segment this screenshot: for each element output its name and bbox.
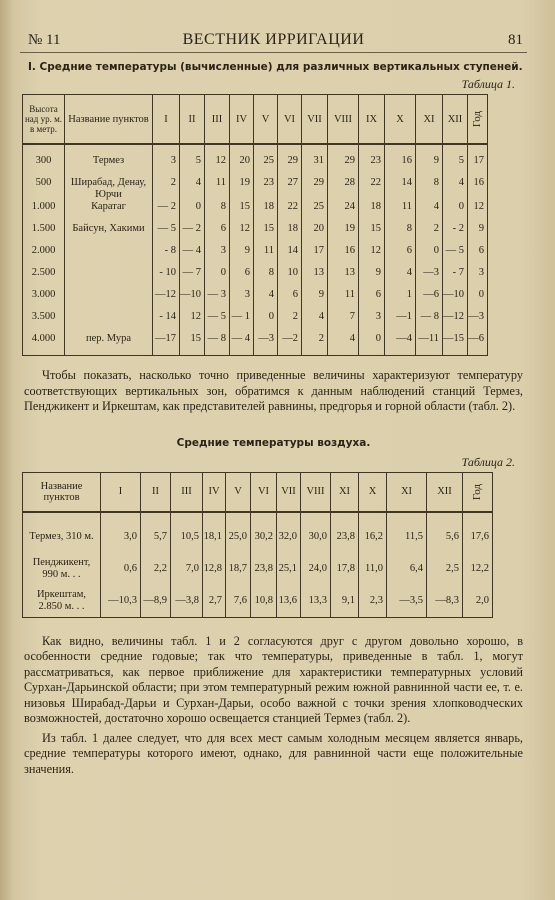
table1-value-cell: 12 <box>180 311 205 333</box>
table1-value-cell: 8 <box>416 177 443 201</box>
table2-value-cell: 13,6 <box>277 585 301 618</box>
table2-value-cell: 10,8 <box>251 585 277 618</box>
table2-value-cell: 11,0 <box>359 553 387 585</box>
table2-value-cell: 2,5 <box>427 553 463 585</box>
table1-value-cell: 16 <box>385 144 416 177</box>
table2-value-cell: 13,3 <box>301 585 331 618</box>
table1-value-cell: 7 <box>328 311 359 333</box>
table2-value-cell: 12,8 <box>203 553 226 585</box>
table1-height-cell: 2.500 <box>23 267 65 289</box>
table2-value-cell: —3,5 <box>387 585 427 618</box>
table2-value-cell: 0,6 <box>101 553 141 585</box>
table1-col-year <box>468 95 488 145</box>
table-row <box>23 245 488 267</box>
table2-value-cell: 23,8 <box>251 553 277 585</box>
table2-col-month: XI <box>387 472 427 512</box>
table2-value-cell: 18,1 <box>203 512 226 553</box>
table1-value-cell: 3 <box>359 311 385 333</box>
table-row <box>23 585 493 618</box>
table1-value-cell: — 4 <box>180 245 205 267</box>
table1-col-month: I <box>153 95 180 145</box>
table1-value-cell: 15 <box>359 223 385 245</box>
table1-value-cell: —10 <box>443 289 468 311</box>
table1-value-cell: 18 <box>359 201 385 223</box>
table1-name-cell: Ширабад, Денау, Юрчи <box>65 177 153 201</box>
table1-name-cell: пер. Мура <box>65 333 153 356</box>
table1-value-cell: 0 <box>443 201 468 223</box>
table1-value-cell: 3 <box>468 267 488 289</box>
table1-col-month: VI <box>278 95 302 145</box>
table1-value-cell: - 7 <box>443 267 468 289</box>
table1-value-cell: — 2 <box>153 201 180 223</box>
table1-value-cell: 14 <box>278 245 302 267</box>
table2-value-cell: 10,5 <box>171 512 203 553</box>
table1-value-cell: 27 <box>278 177 302 201</box>
table2-col-month: IV <box>203 472 226 512</box>
table1-value-cell: 23 <box>254 177 278 201</box>
table1-value-cell: —10 <box>180 289 205 311</box>
table1-height-cell: 3.500 <box>23 311 65 333</box>
table1-col-month: IX <box>359 95 385 145</box>
table1-height-cell: 3.000 <box>23 289 65 311</box>
table2-value-cell: 5,6 <box>427 512 463 553</box>
table1-value-cell: 18 <box>254 201 278 223</box>
table2-col-name: Название пунктов <box>23 472 101 512</box>
table1-col-month: V <box>254 95 278 145</box>
table1-col-month: XI <box>416 95 443 145</box>
table-row <box>23 333 488 356</box>
table2-value-cell: 17,6 <box>463 512 493 553</box>
table1-value-cell: 4 <box>302 311 328 333</box>
table1-value-cell: 22 <box>278 201 302 223</box>
table1-height-cell: 1.500 <box>23 223 65 245</box>
table1-name-cell: Термез <box>65 144 153 177</box>
table1-value-cell: 2 <box>278 311 302 333</box>
table1-value-cell: 28 <box>328 177 359 201</box>
paragraph-2: Как видно, величины табл. 1 и 2 согласуются друг с другом довольно хорошо, в особенности средние годовые; так что температуры, приведенные в табл. 1, могут рассматриваться, как первое приближение для характеристики температурных условий Сурхан-Дарьинской области; при этом температурный режим южной равнинной части ее, т. е. низовья Ширабад-Дарьи и Сурхан-Дарьи, особо важной с точки зрения хлопководческих возможностей, достаточно хорошо освещается станцией Термез (табл. 2). <box>24 633 523 725</box>
table2-value-cell: —8,9 <box>141 585 171 618</box>
table1-col-month: II <box>180 95 205 145</box>
table1-height-cell: 1.000 <box>23 201 65 223</box>
table1-value-cell: 12 <box>359 245 385 267</box>
table1-title: I. Средние температуры (вычисленные) для различных вертикальных ступеней. <box>28 61 523 73</box>
table2-value-cell: 3,0 <box>101 512 141 553</box>
table2-value-cell: 9,1 <box>331 585 359 618</box>
table2-col-month: X <box>359 472 387 512</box>
table1-value-cell: —1 <box>385 311 416 333</box>
table1-value-cell: — 8 <box>416 311 443 333</box>
table2-value-cell: 30,0 <box>301 512 331 553</box>
page-number: 81 <box>508 32 523 48</box>
table2-value-cell: 2,7 <box>203 585 226 618</box>
table1-value-cell: — 5 <box>205 311 230 333</box>
table1-value-cell: 19 <box>230 177 254 201</box>
table1-value-cell: - 2 <box>443 223 468 245</box>
table1-height-cell: 4.000 <box>23 333 65 356</box>
table1-col-name: Название пунктов <box>65 95 153 145</box>
table1-value-cell: —12 <box>443 311 468 333</box>
table1-value-cell: 0 <box>254 311 278 333</box>
table1-value-cell: —17 <box>153 333 180 356</box>
table1-value-cell: — 8 <box>205 333 230 356</box>
table1-value-cell: 2 <box>416 223 443 245</box>
table1-value-cell: 15 <box>254 223 278 245</box>
table1-value-cell: 0 <box>416 245 443 267</box>
table1-value-cell: 11 <box>328 289 359 311</box>
table1-value-cell: 6 <box>230 267 254 289</box>
table1-col-month: VII <box>302 95 328 145</box>
table1-value-cell: —3 <box>416 267 443 289</box>
table1-value-cell: — 5 <box>443 245 468 267</box>
table2-value-cell: 2,0 <box>463 585 493 618</box>
table1-value-cell: 25 <box>302 201 328 223</box>
table2 <box>22 472 493 618</box>
table1-value-cell: 6 <box>468 245 488 267</box>
table1-value-cell: - 10 <box>153 267 180 289</box>
issue-number: № 11 <box>28 32 61 48</box>
table1-value-cell: 12 <box>468 201 488 223</box>
table1-value-cell: 4 <box>443 177 468 201</box>
table2-col-month: XI <box>331 472 359 512</box>
table2-value-cell: —8,3 <box>427 585 463 618</box>
table1-value-cell: —3 <box>468 311 488 333</box>
table1-value-cell: 12 <box>230 223 254 245</box>
table1-value-cell: 5 <box>443 144 468 177</box>
table-row <box>23 512 493 553</box>
table1-value-cell: 20 <box>302 223 328 245</box>
table-row <box>23 177 488 201</box>
table2-value-cell: 24,0 <box>301 553 331 585</box>
table1-value-cell: 20 <box>230 144 254 177</box>
table2-value-cell: 30,2 <box>251 512 277 553</box>
table1-height-cell: 2.000 <box>23 245 65 267</box>
paragraph-1: Чтобы показать, насколько точно приведенные величины характеризуют температуру соответствующих вертикальных зон, обратимся к данным наблюдений станций Термез, Пенджикент и Иркештам, как представителей равнины, предгорья и горной области (табл. 2). <box>24 368 523 413</box>
table1-col-month: XII <box>443 95 468 145</box>
table2-col-month: VII <box>277 472 301 512</box>
table2-col-year <box>463 472 493 512</box>
table1-value-cell: 1 <box>385 289 416 311</box>
table2-value-cell: 12,2 <box>463 553 493 585</box>
journal-title: ВЕСТНИК ИРРИГАЦИИ <box>182 31 365 48</box>
table1-height-cell: 300 <box>23 144 65 177</box>
table1-value-cell: 0 <box>205 267 230 289</box>
table1-value-cell: 6 <box>205 223 230 245</box>
table2-col-month: II <box>141 472 171 512</box>
table1-col-year-label: Год <box>471 110 484 128</box>
table1-value-cell: — 3 <box>205 289 230 311</box>
table2-value-cell: 7,6 <box>226 585 251 618</box>
table1-value-cell: 17 <box>302 245 328 267</box>
table2-value-cell: 32,0 <box>277 512 301 553</box>
table1-col-month: IV <box>230 95 254 145</box>
table1-value-cell: 4 <box>254 289 278 311</box>
table1-label: Таблица 1. <box>461 77 515 91</box>
table1-value-cell: —4 <box>385 333 416 356</box>
table1-value-cell: —15 <box>443 333 468 356</box>
table1-value-cell: 11 <box>385 201 416 223</box>
table1-value-cell: 29 <box>328 144 359 177</box>
table1-col-month: III <box>205 95 230 145</box>
table2-value-cell: 25,0 <box>226 512 251 553</box>
table-row <box>23 223 488 245</box>
table1-value-cell: 6 <box>359 289 385 311</box>
table-row <box>23 144 488 177</box>
table1 <box>22 94 488 356</box>
table1-value-cell: 14 <box>385 177 416 201</box>
table2-value-cell: 5,7 <box>141 512 171 553</box>
table1-value-cell: — 7 <box>180 267 205 289</box>
table1-value-cell: 9 <box>302 289 328 311</box>
table1-value-cell: 23 <box>359 144 385 177</box>
table1-value-cell: —6 <box>468 333 488 356</box>
table1-value-cell: 2 <box>302 333 328 356</box>
table1-value-cell: —11 <box>416 333 443 356</box>
table1-value-cell: 8 <box>205 201 230 223</box>
table2-col-month: VIII <box>301 472 331 512</box>
table1-value-cell: 9 <box>230 245 254 267</box>
table2-label: Таблица 2. <box>461 454 515 469</box>
table1-name-cell: Байсун, Хакими <box>65 223 153 245</box>
table1-value-cell: —2 <box>278 333 302 356</box>
table2-value-cell: 7,0 <box>171 553 203 585</box>
table1-value-cell: - 14 <box>153 311 180 333</box>
table2-name-cell: Иркештам, 2.850 м. . . <box>23 585 101 618</box>
table2-value-cell: 11,5 <box>387 512 427 553</box>
table1-value-cell: 22 <box>359 177 385 201</box>
table2-value-cell: 2,2 <box>141 553 171 585</box>
table2-col-year-label: Год <box>471 483 484 500</box>
table1-value-cell: 13 <box>328 267 359 289</box>
table-row <box>23 289 488 311</box>
table2-name-cell: Пенджикент, 990 м. . . <box>23 553 101 585</box>
table1-value-cell: 4 <box>385 267 416 289</box>
table1-value-cell: 9 <box>468 223 488 245</box>
table1-value-cell: 8 <box>254 267 278 289</box>
table2-col-month: I <box>101 472 141 512</box>
table1-value-cell: —12 <box>153 289 180 311</box>
table1-value-cell: 3 <box>153 144 180 177</box>
paragraph-3: Из табл. 1 далее следует, что для всех мест самым холодным месяцем является январь, средние температуры которого имеют, однако, для равнинной части еще положительные значения. <box>24 730 523 776</box>
table1-value-cell: 0 <box>180 201 205 223</box>
table1-col-height: Высота над ур. м. в метр. <box>23 95 65 145</box>
table1-col-month: VIII <box>328 95 359 145</box>
table1-value-cell: 16 <box>468 177 488 201</box>
table2-name-cell: Термез, 310 м. <box>23 512 101 553</box>
table1-name-cell <box>65 311 153 333</box>
table1-value-cell: 6 <box>385 245 416 267</box>
table1-value-cell: 15 <box>230 201 254 223</box>
table2-value-cell: 18,7 <box>226 553 251 585</box>
table2-col-month: VI <box>251 472 277 512</box>
table1-value-cell: 3 <box>205 245 230 267</box>
table1-value-cell: 9 <box>416 144 443 177</box>
table2-value-cell: 2,3 <box>359 585 387 618</box>
table1-col-month: X <box>385 95 416 145</box>
table1-value-cell: 24 <box>328 201 359 223</box>
table1-value-cell: 10 <box>278 267 302 289</box>
table1-value-cell: — 5 <box>153 223 180 245</box>
table2-col-month: III <box>171 472 203 512</box>
table-row <box>23 201 488 223</box>
table1-height-cell: 500 <box>23 177 65 201</box>
table1-value-cell: 9 <box>359 267 385 289</box>
table1-value-cell: 11 <box>205 177 230 201</box>
table1-value-cell: 31 <box>302 144 328 177</box>
table1-value-cell: 19 <box>328 223 359 245</box>
page-header <box>20 30 527 53</box>
table2-col-month: V <box>226 472 251 512</box>
table2-header-row <box>23 472 493 512</box>
table1-value-cell: 17 <box>468 144 488 177</box>
table1-value-cell: 16 <box>328 245 359 267</box>
table1-header-row <box>23 95 488 145</box>
table-row <box>23 553 493 585</box>
table1-value-cell: 2 <box>153 177 180 201</box>
table1-value-cell: 5 <box>180 144 205 177</box>
table1-value-cell: 3 <box>230 289 254 311</box>
table2-value-cell: —10,3 <box>101 585 141 618</box>
table1-body <box>23 144 488 356</box>
table2-body <box>23 512 493 618</box>
table-row <box>23 267 488 289</box>
table1-value-cell: 0 <box>468 289 488 311</box>
table1-name-cell <box>65 289 153 311</box>
table2-value-cell: —3,8 <box>171 585 203 618</box>
table2-value-cell: 23,8 <box>331 512 359 553</box>
table-row <box>23 311 488 333</box>
table1-value-cell: 0 <box>359 333 385 356</box>
table1-value-cell: 4 <box>180 177 205 201</box>
table1-name-cell: Каратаг <box>65 201 153 223</box>
table2-col-month: XII <box>427 472 463 512</box>
table1-value-cell: — 4 <box>230 333 254 356</box>
table1-value-cell: 15 <box>180 333 205 356</box>
table2-value-cell: 16,2 <box>359 512 387 553</box>
table2-value-cell: 6,4 <box>387 553 427 585</box>
table1-value-cell: 12 <box>205 144 230 177</box>
table1-name-cell <box>65 267 153 289</box>
table1-value-cell: 29 <box>278 144 302 177</box>
table1-value-cell: 8 <box>385 223 416 245</box>
table1-value-cell: — 2 <box>180 223 205 245</box>
table1-value-cell: — 1 <box>230 311 254 333</box>
table1-value-cell: 4 <box>328 333 359 356</box>
table1-value-cell: 29 <box>302 177 328 201</box>
table1-value-cell: 11 <box>254 245 278 267</box>
table1-name-cell <box>65 245 153 267</box>
table1-value-cell: 25 <box>254 144 278 177</box>
table1-value-cell: 18 <box>278 223 302 245</box>
table1-value-cell: 6 <box>278 289 302 311</box>
table1-value-cell: 13 <box>302 267 328 289</box>
table1-value-cell: - 8 <box>153 245 180 267</box>
table2-value-cell: 17,8 <box>331 553 359 585</box>
table1-value-cell: —6 <box>416 289 443 311</box>
table2-title: Средние температуры воздуха. <box>176 436 371 449</box>
table1-value-cell: —3 <box>254 333 278 356</box>
table1-value-cell: 4 <box>416 201 443 223</box>
table2-value-cell: 25,1 <box>277 553 301 585</box>
